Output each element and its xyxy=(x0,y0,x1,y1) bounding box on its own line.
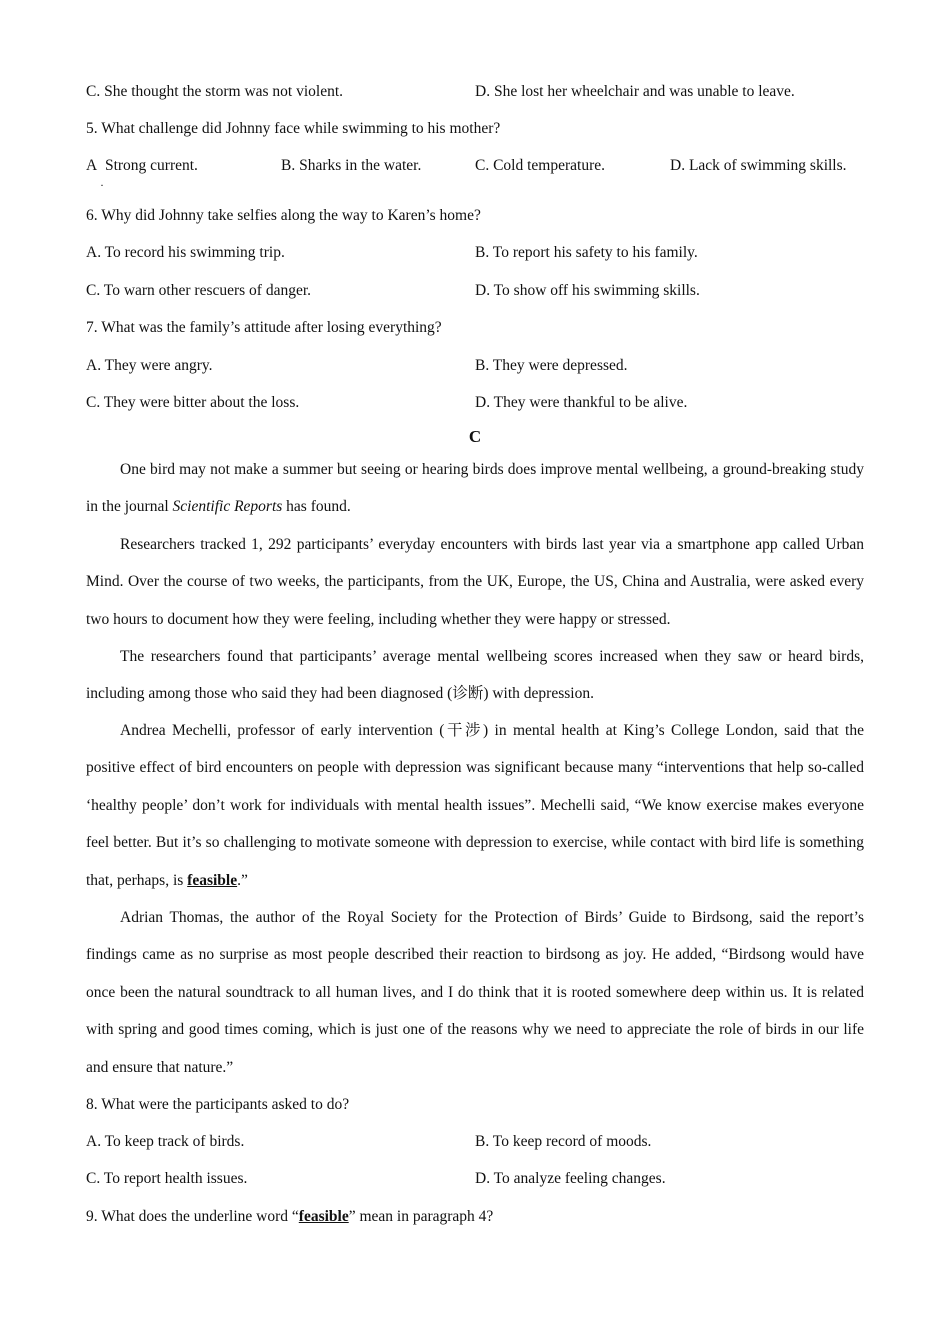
p3-text: The researchers found that participants’ average mental wellbeing scores increased when they saw or heard birds, including among those who said they had been diagnosed (诊断) with depression. xyxy=(86,648,864,703)
q9-question xyxy=(86,1208,493,1226)
passage-paragraph-1 xyxy=(86,451,864,526)
q6-question: 6. Why did Johnny take selfies along the way to Karen’s home? xyxy=(86,207,481,224)
q8-option-c: C. To report health issues. xyxy=(86,1170,248,1187)
q8-option-d: D. To analyze feeling changes. xyxy=(475,1170,666,1187)
q4-option-c: C. She thought the storm was not violent. xyxy=(86,83,344,100)
q5-option-d: D. Lack of swimming skills. xyxy=(670,157,847,174)
p4-text-b: .” xyxy=(237,871,248,889)
q5-option-a-letter: A xyxy=(86,157,98,174)
q7-option-c: C. They were bitter about the loss. xyxy=(86,394,300,411)
passage-paragraph-4 xyxy=(86,712,864,899)
q6-option-a: A. To record his swimming trip. xyxy=(86,244,285,261)
passage-paragraph-5 xyxy=(86,899,864,1086)
p1-text-a: One bird may not make a summer but seeing or hearing birds does improve mental wellbeing, a ground-breaking study in the journal xyxy=(86,461,864,516)
keyword-feasible: feasible xyxy=(187,871,238,889)
q5-option-a xyxy=(86,157,198,175)
q7-question: 7. What was the family’s attitude after losing everything? xyxy=(86,319,442,336)
q6-option-c: C. To warn other rescuers of danger. xyxy=(86,282,312,299)
q6-option-b: B. To report his safety to his family. xyxy=(475,244,698,261)
q9-suffix: ” mean in paragraph 4? xyxy=(348,1208,494,1225)
q8-option-b: B. To keep record of moods. xyxy=(475,1133,652,1150)
q5-option-a-text: Strong current. xyxy=(104,157,198,174)
q8-question: 8. What were the participants asked to do? xyxy=(86,1096,350,1113)
p4-text-a: Andrea Mechelli, professor of early intervention (干涉) in mental health at King’s College London, said that the positive effect of bird encounters on people with depression was significant because many “interventions that help so-called ‘healthy people’ don’t work for individuals with mental health issues”. Mechelli said, “We know exercise makes everyone feel better. But it’s so challenging to motivate someone with depression to exercise, while contact with bird life is something that, perhaps, is xyxy=(86,722,864,889)
p5-text: Adrian Thomas, the author of the Royal Society for the Protection of Birds’ Guide to Birdsong, said the report’s findings came as no surprise as most people described their reaction to birdsong as joy. He added, “Birdsong would have once been the natural soundtrack to all human lives, and I do think that it is rooted somewhere deep within us. It is related with spring and good times coming, which is just one of the reasons why we need to appreciate the role of birds in our life and ensure that nature.” xyxy=(86,909,864,1076)
q9-keyword: feasible xyxy=(298,1208,349,1225)
q4-option-d: D. She lost her wheelchair and was unable to leave. xyxy=(475,83,795,100)
q9-prefix: 9. What does the underline word “ xyxy=(86,1208,299,1225)
q7-option-b: B. They were depressed. xyxy=(475,357,628,374)
q5-question: 5. What challenge did Johnny face while swimming to his mother? xyxy=(86,120,501,137)
p2-text: Researchers tracked 1, 292 participants’ everyday encounters with birds last year via a smartphone app called Urban Mind. Over the course of two weeks, the participants, from the UK, Europe, the US, China and Australia, were asked every two hours to document how they were feeling, including whether they were happy or stressed. xyxy=(86,536,864,628)
section-heading: C xyxy=(468,427,482,446)
q6-option-d: D. To show off his swimming skills. xyxy=(475,282,700,299)
p1-text-b: has found. xyxy=(282,498,351,516)
q5-option-b: B. Sharks in the water. xyxy=(281,157,422,174)
q7-option-d: D. They were thankful to be alive. xyxy=(475,394,688,411)
passage-paragraph-3 xyxy=(86,638,864,713)
q7-option-a: A. They were angry. xyxy=(86,357,213,374)
stray-dot: · xyxy=(100,178,104,192)
q8-option-a: A. To keep track of birds. xyxy=(86,1133,245,1150)
q5-option-c: C. Cold temperature. xyxy=(475,157,605,174)
journal-name: Scientific Reports xyxy=(172,498,283,516)
passage-paragraph-2 xyxy=(86,526,864,638)
